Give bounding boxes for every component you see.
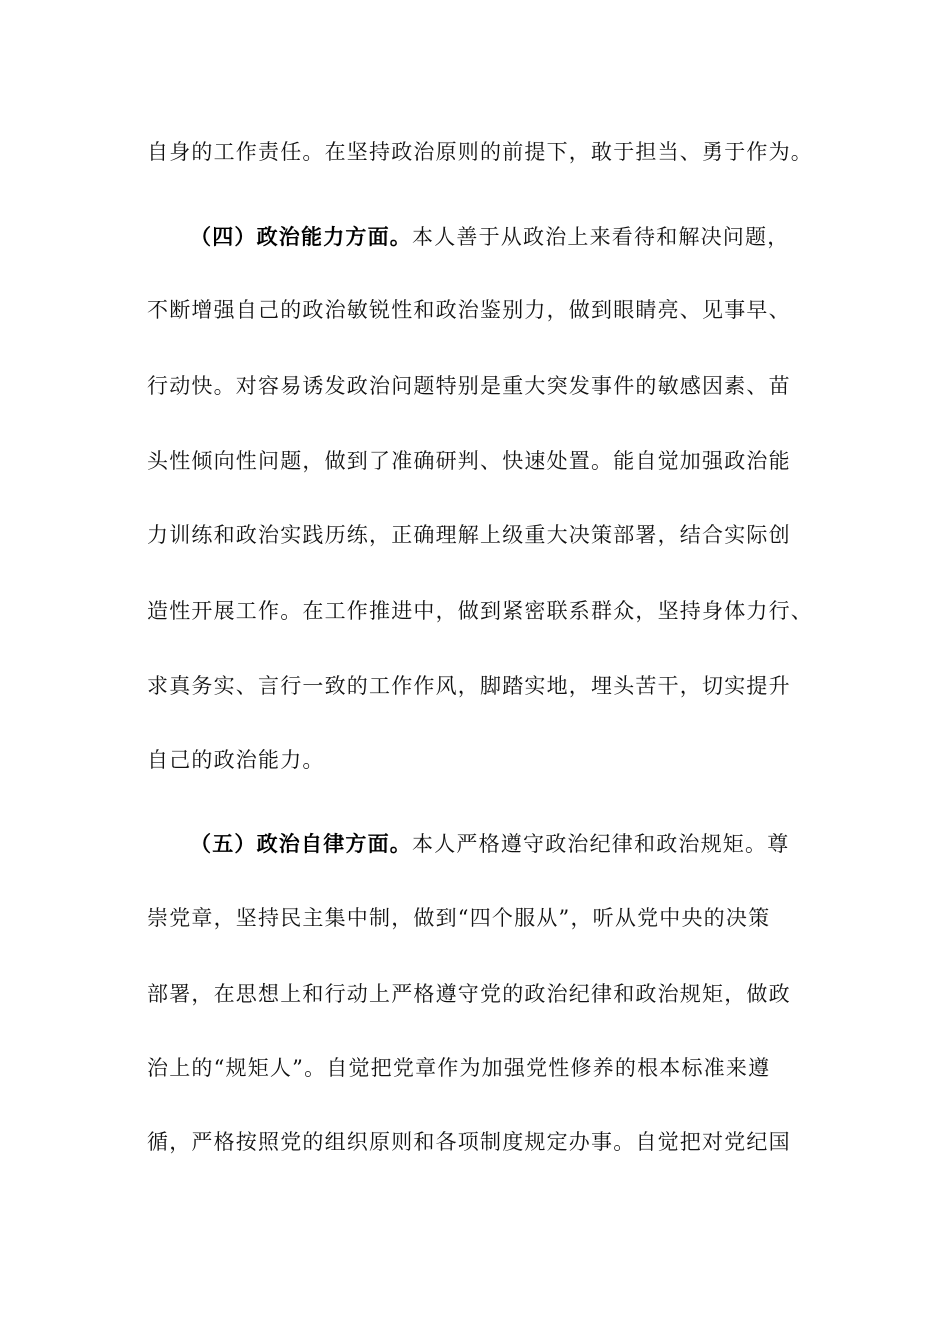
line-text: 循，严格按照党的组织原则和各项制度规定办事。自觉把对党纪国 [147, 1130, 791, 1154]
text-line-4 [147, 371, 827, 401]
text-line-13 [147, 1053, 827, 1083]
line-text: 行动快。对容易诱发政治问题特别是重大突发事件的敏感因素、苗 [147, 374, 791, 398]
text-line-7 [147, 596, 827, 626]
section-5-heading: （五）政治自律方面。 [190, 832, 412, 856]
section-4-first-line [190, 222, 870, 252]
line-text: 造性开展工作。在工作推进中，做到紧密联系群众，坚持身体力行、 [147, 599, 813, 623]
section-5-first-line [190, 829, 870, 859]
line-text: 头性倾向性问题，做到了准确研判、快速处置。能自觉加强政治能 [147, 449, 791, 473]
line-text: 不断增强自己的政治敏锐性和政治鉴别力，做到眼睛亮、见事早、 [147, 298, 791, 322]
text-line-12 [147, 979, 827, 1009]
line-text: 部署，在思想上和行动上严格遵守党的政治纪律和政治规矩，做政 [147, 982, 791, 1006]
line-text: 自身的工作责任。在坚持政治原则的前提下，敢于担当、勇于作为。 [147, 140, 813, 164]
line-text: 本人严格遵守政治纪律和政治规矩。尊 [412, 832, 790, 856]
text-line-9 [147, 745, 827, 775]
section-4-heading: （四）政治能力方面。 [190, 225, 412, 249]
text-line-14 [147, 1127, 827, 1157]
text-line-6 [147, 520, 827, 550]
line-text: 自己的政治能力。 [147, 748, 325, 772]
text-line-8 [147, 671, 827, 701]
line-text: 力训练和政治实践历练，正确理解上级重大决策部署，结合实际创 [147, 523, 791, 547]
line-text: 崇党章，坚持民主集中制，做到“四个服从”，听从党中央的决策 [147, 906, 771, 930]
text-line-3 [147, 295, 827, 325]
line-text: 求真务实、言行一致的工作作风，脚踏实地，埋头苦干，切实提升 [147, 674, 791, 698]
text-line-11 [147, 903, 827, 933]
line-text: 治上的“规矩人”。自觉把党章作为加强党性修养的根本标准来遵 [147, 1056, 771, 1080]
line-text: 本人善于从政治上来看待和解决问题， [412, 225, 790, 249]
text-line-1 [147, 137, 827, 167]
text-line-5 [147, 446, 827, 476]
